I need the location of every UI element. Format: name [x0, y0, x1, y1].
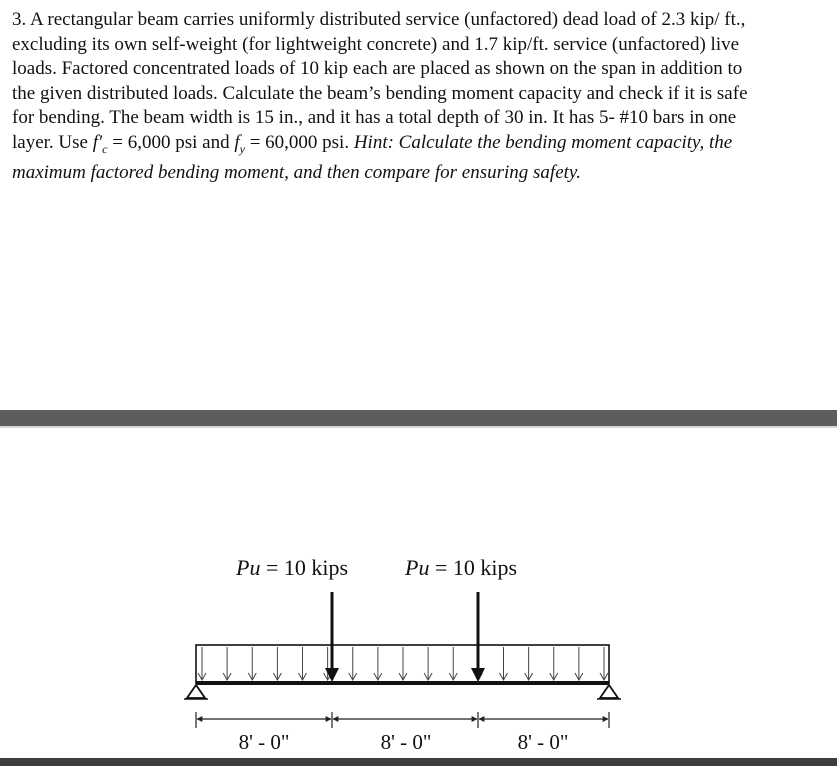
load-value: = 10 kips [260, 555, 349, 580]
section-divider [0, 410, 837, 426]
load-value: = 10 kips [429, 555, 518, 580]
problem-line: loads. Factored concentrated loads of 10 kip each are placed as shown on the span in addition to [12, 58, 743, 79]
text-run: = 60,000 psi. [244, 131, 354, 153]
load-symbol: Pu [236, 555, 261, 580]
load-symbol: Pu [405, 555, 430, 580]
problem-line: excluding its own self-weight (for lightweight concrete) and 1.7 kip/ft. service (unfactored) live [12, 33, 740, 55]
load-label-1 [235, 555, 348, 580]
text-run: layer. Use [12, 131, 93, 153]
fy-symbol: f [234, 131, 240, 153]
hint-text: Hint: Calculate the bending moment capacity, the [353, 131, 733, 153]
span-dimension-1: 8' - 0" [238, 730, 290, 754]
span-dimension-3: 8' - 0" [517, 730, 569, 754]
pin-support-right [597, 685, 621, 699]
problem-line: the given distributed loads. Calculate the beam’s bending moment capacity and check if it is safe [12, 82, 748, 104]
fc-subscript: c [102, 141, 108, 156]
fc-symbol: f′ [92, 131, 103, 153]
bottom-divider [0, 758, 837, 766]
dimension-line [196, 712, 609, 728]
problem-line: for bending. The beam width is 15 in., and it has a total depth of 30 in. It has 5- #10 bars in one [12, 107, 737, 128]
beam-diagram [0, 428, 837, 758]
problem-line [12, 161, 827, 186]
distributed-load-arrows [198, 647, 608, 680]
beam [196, 681, 609, 685]
load-label-2 [404, 555, 517, 580]
problem-line [12, 131, 827, 161]
text-run: = 6,000 psi and [107, 131, 235, 153]
fy-subscript: y [239, 141, 245, 156]
problem-line: 3. A rectangular beam carries uniformly distributed service (unfactored) dead load of 2.3 kip/ ft., [12, 9, 746, 30]
hint-text: maximum factored bending moment, and then compare for ensuring safety. [12, 161, 582, 183]
problem-statement [12, 8, 827, 185]
point-load-arrow-1 [325, 592, 339, 682]
pin-support-left [184, 685, 208, 699]
point-load-arrow-2 [471, 592, 485, 682]
span-dimension-2: 8' - 0" [380, 730, 432, 754]
